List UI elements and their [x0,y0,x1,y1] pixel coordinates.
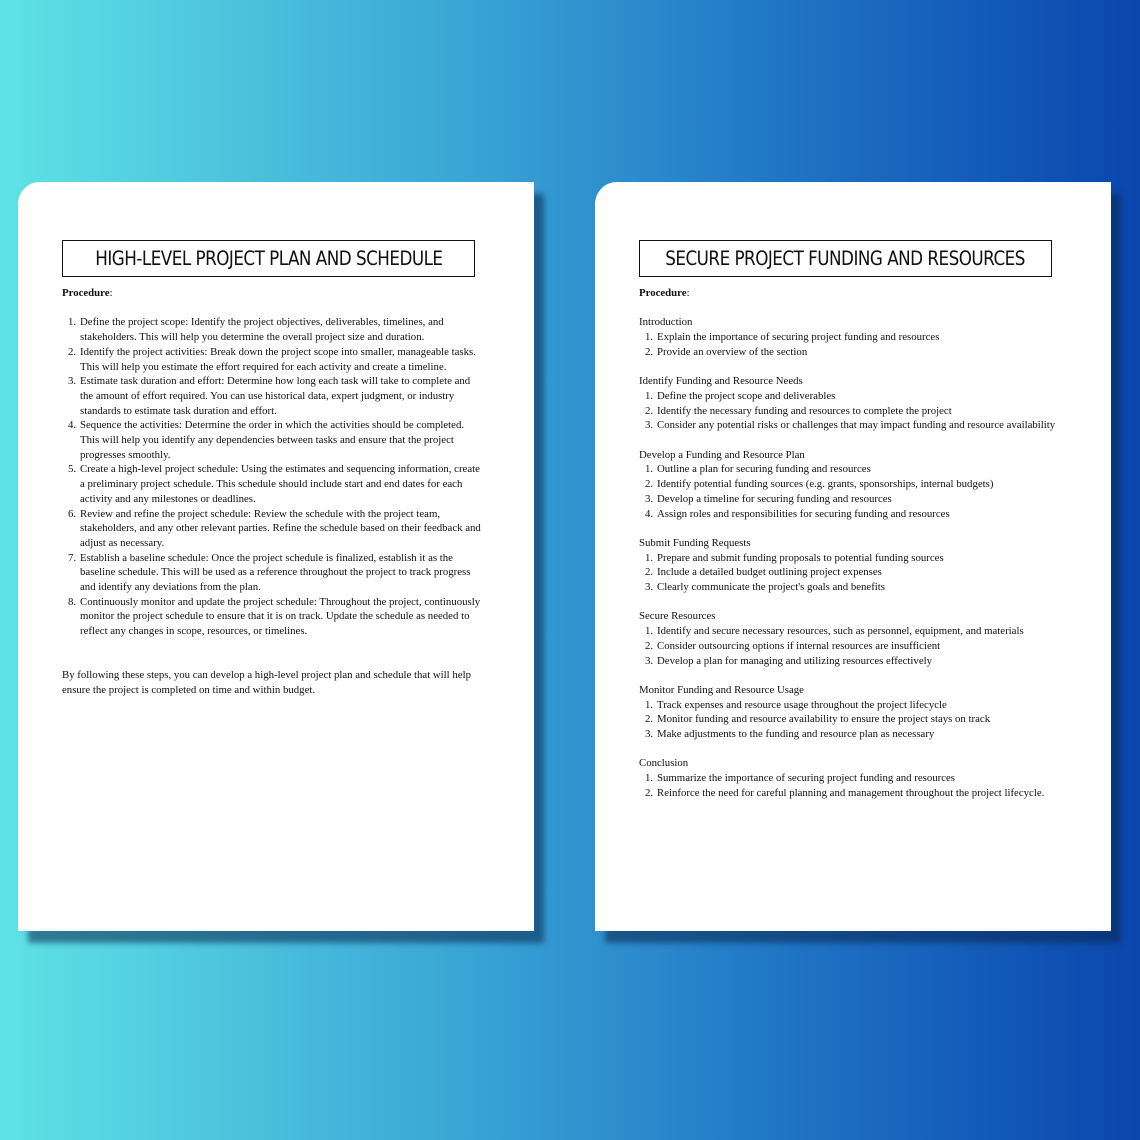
step-number: 8. [68,595,77,608]
section-list [639,462,1059,521]
section-block [639,609,1059,668]
step-item [62,551,482,595]
item-text: Identify potential funding sources (e.g. grants, sponsorships, internal budgets) [657,478,994,491]
left-document-page [18,182,534,931]
closing-paragraph: By following these steps, you can develop a high-level project plan and schedule that will help ensure the project is completed on time and within budget. [62,669,471,696]
step-text: Create a high-level project schedule: Using the estimates and sequencing information, create a preliminary project schedule. This schedule should include start and end dates for each activity and any milestones or deadlines. [80,463,480,505]
section-list [639,624,1059,668]
right-page-title: SECURE PROJECT FUNDING AND RESOURCES [665,247,1026,270]
list-item [639,712,1059,727]
section-block [639,448,1059,522]
item-text: Include a detailed budget outlining project expenses [657,566,882,579]
section-title: Secure Resources [639,610,716,623]
left-page-content [62,286,482,698]
item-number: 2. [645,478,654,491]
list-item [639,727,1059,742]
left-page-title: HIGH-LEVEL PROJECT PLAN AND SCHEDULE [94,247,443,270]
step-item [62,345,482,374]
section-list [639,771,1059,800]
list-item [639,345,1059,360]
list-item [639,580,1059,595]
step-item [62,595,482,639]
section-title: Conclusion [639,757,689,770]
right-page-content [639,286,1059,815]
list-item [639,330,1059,345]
procedure-heading: Procedure: [62,287,113,299]
item-number: 3. [645,419,654,432]
step-number: 7. [68,551,77,564]
item-text: Monitor funding and resource availability to ensure the project stays on track [657,713,991,726]
list-item [639,624,1059,639]
item-text: Clearly communicate the project's goals and benefits [657,581,886,593]
step-item [62,507,482,551]
item-text: Consider outsourcing options if internal resources are insufficient [657,639,941,652]
section-title: Introduction [639,316,693,329]
item-number: 1. [645,625,654,638]
item-number: 3. [645,581,654,593]
step-text: Continuously monitor and update the project schedule: Throughout the project, continuously monitor the project schedule to ensure that it is on track. Update the schedule as needed to reflect any changes in scope, resources, or timelines. [80,595,481,638]
step-number: 6. [68,507,77,520]
item-text: Explain the importance of securing project funding and resources [657,331,940,344]
item-number: 3. [645,492,654,505]
step-item [62,374,482,418]
right-page-title-box [639,240,1052,277]
list-item [639,507,1059,522]
procedure-label: Procedure [62,287,110,299]
item-number: 2. [645,713,654,726]
item-number: 2. [645,639,654,652]
section-block [639,374,1059,433]
list-item [639,654,1059,669]
section-list [639,698,1059,742]
item-text: Develop a timeline for securing funding and resources [657,492,892,505]
item-number: 3. [645,728,654,740]
step-number: 1. [68,316,77,329]
list-item [639,565,1059,580]
right-sections [639,315,1059,800]
step-number: 5. [68,463,77,476]
item-number: 1. [645,331,654,344]
section-block [639,756,1059,800]
step-text: Sequence the activities: Determine the order in which the activities should be completed. This will help you identify any dependencies between tasks and ensure that the project progresses smoothly. [80,419,465,461]
list-item [639,418,1059,433]
right-document-page [595,182,1111,931]
step-text: Define the project scope: Identify the project objectives, deliverables, timelines, and stakeholders. This will help you determine the overall project size and duration. [80,316,444,344]
list-item [639,404,1059,419]
item-text: Track expenses and resource usage throughout the project lifecycle [657,698,947,711]
step-item [62,462,482,506]
item-text: Make adjustments to the funding and resource plan as necessary [657,728,935,740]
item-text: Define the project scope and deliverables [657,389,836,402]
item-number: 1. [645,772,654,785]
section-title: Develop a Funding and Resource Plan [639,448,805,461]
item-text: Outline a plan for securing funding and resources [657,463,871,476]
list-item [639,786,1059,801]
step-number: 3. [68,375,77,388]
step-item [62,418,482,462]
procedure-heading: Procedure: [639,287,690,299]
item-number: 1. [645,551,654,564]
section-title: Identify Funding and Resource Needs [639,375,803,388]
left-steps-list [62,315,482,638]
item-text: Assign roles and responsibilities for securing funding and resources [657,507,950,520]
item-number: 4. [645,507,654,520]
item-number: 1. [645,698,654,711]
item-text: Reinforce the need for careful planning and management throughout the project lifecycle. [657,786,1045,799]
left-page-title-box [62,240,475,277]
item-text: Consider any potential risks or challenges that may impact funding and resource availability [657,419,1056,432]
item-number: 3. [645,654,654,667]
section-list [639,330,1059,359]
step-text: Review and refine the project schedule: Review the schedule with the project team, stakeholders, and any other relevant parties. Refine the schedule based on their feedback and adjust as necessary. [80,507,481,549]
item-text: Identify and secure necessary resources, such as personnel, equipment, and materials [657,625,1024,638]
list-item [639,771,1059,786]
item-number: 1. [645,463,654,476]
section-title: Submit Funding Requests [639,536,751,549]
step-number: 4. [68,419,77,432]
step-item [62,315,482,344]
item-text: Identify the necessary funding and resources to complete the project [657,404,952,417]
item-text: Provide an overview of the section [657,345,808,358]
item-text: Prepare and submit funding proposals to potential funding sources [657,551,944,564]
step-number: 2. [68,345,77,358]
list-item [639,462,1059,477]
section-block [639,683,1059,742]
item-number: 2. [645,404,654,417]
section-title: Monitor Funding and Resource Usage [639,683,804,696]
list-item [639,698,1059,713]
section-list [639,551,1059,595]
list-item [639,551,1059,566]
item-number: 2. [645,786,654,799]
list-item [639,492,1059,507]
section-block [639,315,1059,359]
item-number: 2. [645,566,654,579]
list-item [639,639,1059,654]
list-item [639,477,1059,492]
item-text: Summarize the importance of securing project funding and resources [657,772,956,785]
procedure-label: Procedure [639,287,687,299]
list-item [639,389,1059,404]
step-text: Identify the project activities: Break down the project scope into smaller, manageable tasks. This will help you estimate the effort required for each activity and create a timeline. [80,345,476,373]
item-text: Develop a plan for managing and utilizing resources effectively [657,654,933,667]
step-text: Establish a baseline schedule: Once the project schedule is finalized, establish it as the baseline schedule. This will be used as a reference throughout the project to track progress and identify any deviations from the plan. [80,551,471,594]
item-number: 1. [645,389,654,402]
step-text: Estimate task duration and effort: Determine how long each task will take to complete and the amount of effort required. You can use historical data, expert judgment, or industry standards to estimate task duration and effort. [80,375,471,417]
section-block [639,536,1059,595]
section-list [639,389,1059,433]
item-number: 2. [645,345,654,358]
